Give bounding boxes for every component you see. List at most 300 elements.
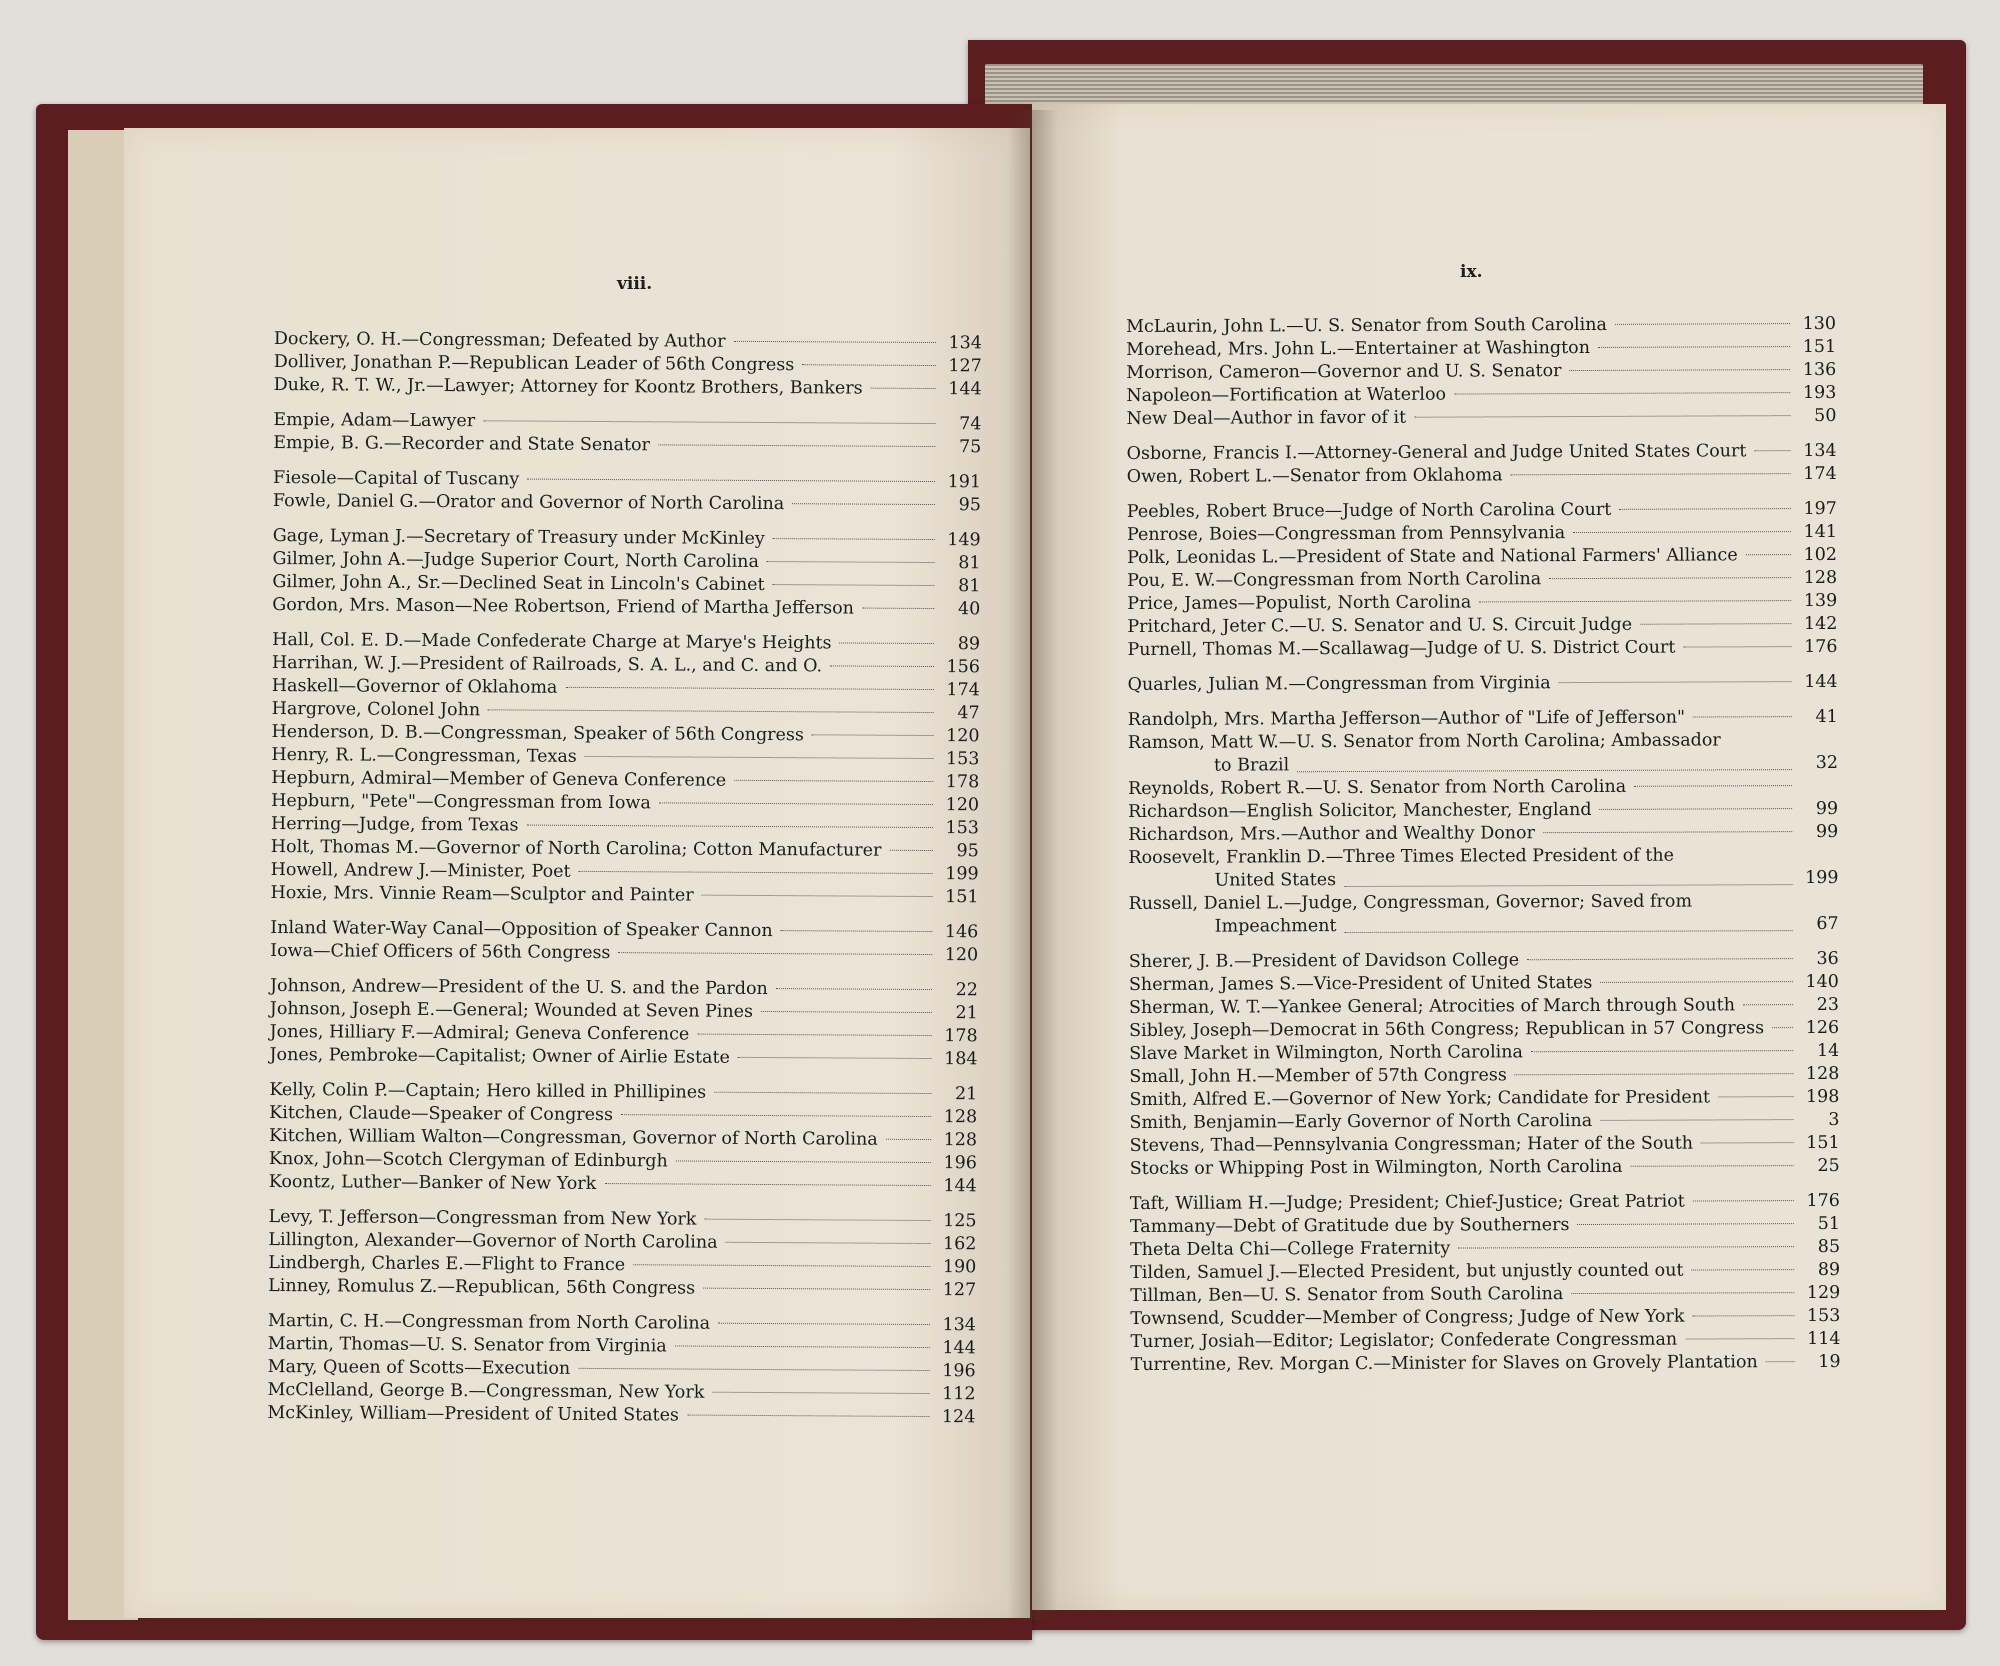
entry-text: Taft, William H.—Judge; President; Chief-Justice; Great Patriot [1129, 1191, 1685, 1214]
entry-page-number: 89 [957, 634, 981, 655]
leader-dots [1615, 323, 1790, 325]
entry-text: McKinley, William—President of United States [267, 1402, 680, 1426]
leader-dots [527, 825, 933, 828]
entry-text: Reynolds, Robert R.—U. S. Senator from North Carolina [1128, 776, 1627, 799]
index-entry [268, 1275, 976, 1302]
entry-page-number: 151 [945, 887, 979, 908]
right-index-list [1126, 313, 1841, 1377]
leader-dots [702, 895, 933, 897]
entry-text: Harrihan, W. J.—President of Railroads, S. A. L., and C. and O. [271, 652, 823, 677]
leader-dots [1571, 1292, 1794, 1294]
entry-page-number: 120 [946, 726, 980, 747]
leader-dots [1743, 1004, 1793, 1005]
leader-dots [703, 1288, 930, 1290]
entry-text: Jones, Hilliary F.—Admiral; Geneva Conference [269, 1021, 690, 1045]
index-entry [1127, 590, 1837, 616]
entry-text: Richardson—English Solicitor, Manchester, England [1128, 799, 1592, 822]
leader-dots [1766, 1361, 1795, 1362]
entry-page-number: 25 [1817, 1155, 1840, 1176]
entry-text: Randolph, Mrs. Martha Jefferson—Author of "Life of Jefferson" [1127, 707, 1686, 730]
entry-page-number: 136 [1802, 359, 1837, 381]
leader-dots [1569, 369, 1790, 371]
entry-page-number: 114 [1807, 1328, 1841, 1350]
entry-page-number: 36 [1816, 948, 1839, 969]
index-entry [1128, 821, 1838, 847]
entry-text: Holt, Thomas M.—Governor of North Carolina; Cotton Manufacturer [270, 836, 882, 861]
left-page-number: viii. [617, 274, 653, 294]
entry-text: Hall, Col. E. D.—Made Confederate Charge at Marye's Heights [272, 629, 832, 654]
entry-text: Martin, C. H.—Congressman from North Carolina [267, 1310, 711, 1334]
leader-dots [687, 1415, 929, 1417]
leader-dots [886, 1139, 931, 1140]
index-entry [1129, 994, 1839, 1020]
entry-page-number: 47 [957, 703, 980, 724]
entry-text: Fowle, Daniel G.—Orator and Governor of North Carolina [272, 490, 785, 515]
leader-dots [565, 687, 933, 690]
index-entry [1127, 463, 1837, 489]
index-entry [1130, 1259, 1840, 1285]
index-entry-continuation [1128, 752, 1838, 778]
leader-dots [792, 503, 935, 505]
entry-text: Henderson, D. B.—Congressman, Speaker of 56th Congress [271, 721, 804, 746]
entry-page-number: 19 [1818, 1351, 1841, 1372]
entry-text: Johnson, Andrew—President of the U. S. and the Pardon [269, 975, 768, 1000]
entry-text: Pritchard, Jeter C.—U. S. Senator and U. S. Circuit Judge [1127, 614, 1633, 637]
entry-text: Sherman, W. T.—Yankee General; Atrocities of March through South [1128, 995, 1736, 1018]
index-entry [1131, 1351, 1841, 1377]
entry-text: Linney, Romulus Z.—Republican, 56th Congress [268, 1275, 696, 1299]
index-entry [1130, 1305, 1840, 1331]
entry-text: Pou, E. W.—Congressman from North Carolina [1127, 569, 1542, 591]
leader-dots [1559, 681, 1792, 683]
entry-text: Jones, Pembroke—Capitalist; Owner of Airlie Estate [269, 1044, 730, 1068]
entry-page-number: 120 [944, 945, 979, 966]
entry-page-number: 75 [958, 437, 982, 458]
entry-page-number: 134 [942, 1315, 976, 1336]
index-entry [1127, 498, 1837, 524]
entry-page-number: 146 [944, 922, 979, 943]
entry-text: Knox, John—Scotch Clergyman of Edinburgh [268, 1148, 668, 1172]
leader-dots [585, 756, 934, 759]
leader-dots [1344, 908, 1792, 933]
leader-dots [1630, 1165, 1793, 1167]
index-entry [267, 1402, 975, 1429]
leader-dots [1693, 716, 1792, 717]
leader-dots [1479, 600, 1791, 602]
index-entry [1128, 775, 1838, 801]
entry-page-number: 21 [955, 1003, 978, 1024]
entry-page-number: 41 [1815, 706, 1838, 727]
entry-page-number: 74 [959, 414, 982, 435]
leader-dots [697, 1034, 931, 1036]
leader-dots [862, 608, 934, 609]
entry-page-number: 127 [942, 1280, 977, 1301]
leader-dots [840, 642, 935, 644]
entry-text: Theta Delta Chi—College Fraternity [1130, 1238, 1451, 1260]
entry-text: Slave Market in Wilmington, North Carolina [1129, 1042, 1523, 1064]
entry-page-number: 176 [1804, 636, 1838, 658]
entry-text: Hepburn, Admiral—Member of Geneva Conference [271, 767, 727, 791]
entry-text: Tillman, Ben—U. S. Senator from South Carolina [1130, 1284, 1564, 1306]
leader-dots [704, 1219, 930, 1221]
entry-page-number: 40 [957, 599, 981, 620]
index-entry [1126, 382, 1836, 408]
entry-text: Stevens, Thad—Pennsylvania Congressman; Hater of the South [1129, 1133, 1694, 1156]
entry-text: Hepburn, "Pete"—Congressman from Iowa [271, 790, 651, 814]
entry-text: Townsend, Scudder—Member of Congress; Judge of New York [1130, 1306, 1685, 1329]
entry-page-number: 199 [1805, 867, 1839, 889]
entry-text: Napoleon—Fortification at Waterloo [1126, 384, 1447, 406]
leader-dots [1746, 554, 1791, 555]
entry-text: Roosevelt, Franklin D.—Three Times Elected President of the [1128, 845, 1675, 868]
leader-dots [871, 388, 936, 389]
index-entry [1129, 1086, 1839, 1112]
entry-page-number: 95 [958, 495, 981, 516]
entry-page-number: 99 [1815, 798, 1839, 819]
leader-dots [712, 1392, 929, 1394]
index-entry [1126, 359, 1836, 385]
entry-page-number: 149 [947, 530, 981, 551]
entry-page-number: 124 [941, 1407, 976, 1428]
entry-page-number: 3 [1828, 1109, 1840, 1130]
index-entry [1130, 1236, 1840, 1262]
entry-page-number: 126 [1805, 1017, 1840, 1039]
left-index-list [267, 328, 982, 1429]
index-entry [1127, 544, 1837, 570]
entry-page-number: 198 [1805, 1086, 1840, 1108]
entry-text: Gilmer, John A.—Judge Superior Court, North Carolina [272, 548, 759, 572]
index-entry [1129, 1017, 1839, 1043]
leader-dots [1693, 1315, 1795, 1316]
entry-text: Smith, Benjamin—Early Governor of North Carolina [1129, 1110, 1593, 1133]
leader-dots [738, 1057, 932, 1059]
entry-text: McLaurin, John L.—U. S. Senator from South Carolina [1126, 314, 1607, 337]
entry-text: Dockery, O. H.—Congressman; Defeated by Author [273, 328, 726, 352]
page-block-edge [985, 64, 1923, 108]
entry-text: Henry, R. L.—Congressman, Texas [271, 744, 577, 767]
index-entry [1130, 1213, 1840, 1239]
entry-text: Iowa—Chief Officers of 56th Congress [270, 940, 611, 964]
entry-page-number: 89 [1817, 1259, 1841, 1280]
index-entry [1127, 521, 1837, 547]
entry-page-number: 14 [1816, 1040, 1840, 1061]
entry-page-number: 102 [1803, 544, 1838, 566]
entry-text: Koontz, Luther—Banker of New York [268, 1171, 597, 1194]
leader-dots [802, 364, 936, 366]
index-entry [272, 594, 980, 621]
entry-page-number: 127 [948, 356, 982, 377]
entry-page-number: 99 [1815, 821, 1839, 842]
entry-text: Russell, Daniel L.—Judge, Congressman, Governor; Saved from [1128, 891, 1693, 914]
entry-text: Herring—Judge, from Texas [270, 813, 519, 836]
entry-continuation-text: United States [1214, 870, 1337, 891]
index-entry [269, 1044, 977, 1071]
entry-continuation-text: Impeachment [1214, 916, 1337, 937]
leader-dots [618, 952, 932, 955]
leader-dots [776, 988, 932, 990]
index-entry [1127, 567, 1837, 593]
leader-dots [1577, 1223, 1794, 1225]
entry-page-number: 144 [942, 1338, 976, 1359]
entry-page-number: 140 [1805, 971, 1839, 993]
leader-dots [578, 1368, 929, 1371]
entry-text: Penrose, Boies—Congressman from Pennsylvania [1126, 523, 1566, 545]
leader-dots [1531, 1050, 1793, 1052]
entry-text: Haskell—Governor of Oklahoma [271, 675, 558, 698]
index-entry [1130, 1155, 1840, 1181]
entry-text: Empie, Adam—Lawyer [273, 409, 476, 432]
leader-dots [1549, 577, 1791, 579]
index-entry [1126, 336, 1836, 362]
leader-dots [604, 1183, 930, 1186]
entry-page-number: 125 [943, 1211, 977, 1232]
entry-text: Kelly, Colin P.—Captain; Hero killed in Phillipines [269, 1079, 707, 1103]
leader-dots [718, 1323, 930, 1325]
index-entry [1127, 440, 1837, 466]
index-entry-continuation [1128, 867, 1838, 893]
entry-page-number: 191 [947, 472, 982, 493]
entry-page-number: 21 [954, 1084, 978, 1105]
leader-dots [1598, 346, 1790, 348]
entry-text: Gage, Lyman J.—Secretary of Treasury under McKinley [272, 525, 765, 550]
leader-dots [1772, 1027, 1793, 1028]
leader-dots [658, 444, 935, 447]
entry-text: Quarles, Julian M.—Congressman from Virginia [1127, 673, 1551, 695]
entry-page-number: 134 [1803, 440, 1837, 462]
entry-text: Kitchen, William Walton—Congressman, Governor of North Carolina [269, 1125, 878, 1150]
entry-text: Lindbergh, Charles E.—Flight to France [268, 1252, 626, 1276]
entry-text: Turrentine, Rev. Morgan C.—Minister for Slaves on Grovely Plantation [1130, 1352, 1758, 1375]
leader-dots [1600, 808, 1793, 810]
entry-text: Kitchen, Claude—Speaker of Congress [269, 1102, 614, 1126]
entry-page-number: 199 [945, 864, 979, 885]
leader-dots [767, 561, 935, 563]
entry-page-number: 120 [945, 795, 980, 816]
leader-dots [1573, 531, 1791, 533]
entry-page-number: 184 [944, 1049, 978, 1070]
entry-page-number: 81 [958, 553, 981, 574]
leader-dots [1297, 747, 1792, 772]
entry-text: Inland Water-Way Canal—Opposition of Speaker Cannon [270, 917, 773, 942]
index-entry [1130, 1190, 1840, 1216]
entry-page-number: 141 [1803, 521, 1837, 543]
index-entry [1129, 1040, 1839, 1066]
leader-dots [1683, 646, 1791, 647]
book-gutter [1008, 110, 1058, 1620]
entry-text: Sherer, J. B.—President of Davidson College [1128, 950, 1520, 972]
entry-text: Smith, Alfred E.—Governor of New York; Candidate for President [1129, 1087, 1711, 1110]
leader-dots [579, 871, 933, 874]
entry-text: Dolliver, Jonathan P.—Republican Leader of 56th Congress [273, 351, 795, 376]
leader-dots [1693, 1200, 1794, 1201]
leader-dots [1600, 1119, 1793, 1121]
entry-page-number: 151 [1806, 1132, 1840, 1154]
index-entry [1129, 971, 1839, 997]
entry-page-number: 130 [1802, 313, 1837, 335]
leader-dots [1701, 1142, 1794, 1143]
entry-text: Purnell, Thomas M.—Scallawag—Judge of U. S. District Court [1127, 637, 1676, 660]
entry-page-number: 139 [1803, 590, 1838, 612]
leader-dots [1515, 1073, 1794, 1075]
entry-text: Sibley, Joseph—Democrat in 56th Congress; Republican in 57 Congress [1129, 1018, 1765, 1041]
leader-dots [1619, 508, 1791, 510]
index-entry [1128, 671, 1838, 697]
entry-page-number: 95 [956, 841, 979, 862]
entry-text: New Deal—Author in favor of it [1126, 407, 1407, 429]
leader-dots [889, 850, 932, 851]
entry-page-number: 151 [1802, 336, 1837, 358]
entry-text: Small, John H.—Member of 57th Congress [1129, 1065, 1507, 1087]
leader-dots [1543, 831, 1792, 833]
entry-text: Mary, Queen of Scotts—Execution [267, 1356, 571, 1379]
leader-dots [676, 1160, 931, 1163]
entry-page-number: 128 [1805, 1063, 1840, 1085]
entry-text: Ramson, Matt W.—U. S. Senator from North Carolina; Ambassador [1127, 730, 1721, 753]
leader-dots [714, 1092, 931, 1094]
entry-page-number: 85 [1817, 1236, 1841, 1257]
entry-page-number: 144 [1804, 671, 1838, 693]
leader-dots [812, 734, 934, 736]
entry-text: Empie, B. G.—Recorder and State Senator [273, 432, 650, 456]
entry-page-number: 153 [945, 818, 980, 839]
entry-page-number: 144 [948, 379, 982, 400]
entry-page-number: 193 [1802, 382, 1837, 404]
entry-text: Fiesole—Capital of Tuscany [273, 467, 520, 490]
entry-page-number: 197 [1803, 498, 1837, 520]
leader-dots [830, 665, 934, 667]
leader-dots [734, 780, 933, 782]
index-entry [1130, 1282, 1840, 1308]
right-page-number: ix. [1460, 262, 1483, 282]
entry-page-number: 129 [1806, 1282, 1841, 1304]
entry-page-number: 134 [948, 333, 982, 354]
leader-dots [675, 1345, 930, 1348]
entry-text: Hoxie, Mrs. Vinnie Ream—Sculptor and Painter [270, 882, 694, 906]
entry-page-number: 128 [943, 1130, 978, 1151]
entry-text: Price, James—Populist, North Carolina [1127, 592, 1472, 614]
entry-page-number: 190 [942, 1257, 977, 1278]
entry-text: Tilden, Samuel J.—Elected President, but unjustly counted out [1130, 1260, 1684, 1283]
entry-text: McClelland, George B.—Congressman, New York [267, 1379, 705, 1403]
leader-dots [1414, 415, 1790, 418]
entry-page-number: 153 [945, 749, 980, 770]
entry-page-number: 142 [1803, 613, 1838, 635]
entry-page-number: 23 [1816, 994, 1840, 1015]
leader-dots [659, 802, 933, 805]
leader-dots [1718, 1096, 1793, 1097]
leader-dots [1527, 958, 1793, 960]
leader-dots [726, 1242, 931, 1244]
entry-page-number: 178 [945, 772, 980, 793]
leader-dots [1634, 785, 1792, 787]
index-entry [1128, 706, 1838, 732]
index-entry [270, 940, 978, 967]
entry-text: Johnson, Joseph E.—General; Wounded at Seven Pines [269, 998, 754, 1022]
entry-text: Polk, Leonidas L.—President of State and National Farmers' Alliance [1127, 545, 1738, 568]
entry-text: Martin, Thomas—U. S. Senator from Virginia [267, 1333, 667, 1357]
index-entry [269, 1171, 977, 1198]
index-entry [273, 490, 981, 517]
index-entry [1130, 1132, 1840, 1158]
leader-dots [734, 341, 936, 343]
index-entry [1130, 1328, 1840, 1354]
leader-dots [483, 420, 935, 424]
entry-text: Duke, R. T. W., Jr.—Lawyer; Attorney for Koontz Brothers, Bankers [273, 374, 863, 399]
entry-text: Gilmer, John A., Sr.—Declined Seat in Lincoln's Cabinet [272, 571, 765, 596]
entry-page-number: 162 [942, 1234, 977, 1255]
leader-dots [1458, 1246, 1794, 1248]
index-entry [1129, 948, 1839, 974]
entry-page-number: 178 [944, 1026, 978, 1047]
entry-page-number: 153 [1806, 1305, 1841, 1327]
entry-text: Morehead, Mrs. John L.—Entertainer at Washington [1126, 337, 1591, 360]
entry-page-number: 196 [942, 1361, 976, 1382]
entry-continuation-text: to Brazil [1213, 755, 1290, 776]
leader-dots [773, 538, 935, 540]
entry-page-number: 174 [946, 680, 980, 701]
leader-dots [761, 1011, 932, 1013]
index-entry [274, 374, 982, 401]
entry-text: Peebles, Robert Bruce—Judge of North Carolina Court [1126, 499, 1612, 522]
entry-page-number: 67 [1816, 913, 1839, 934]
entry-text: Stocks or Whipping Post in Wilmington, North Carolina [1129, 1156, 1623, 1179]
entry-page-number: 112 [942, 1384, 976, 1405]
leader-dots [773, 584, 935, 586]
index-entry [270, 882, 978, 909]
entry-text: Lillington, Alexander—Governor of North Carolina [268, 1229, 718, 1253]
leader-dots [527, 479, 935, 482]
entry-page-number: 81 [958, 576, 981, 597]
entry-text: Hargrove, Colonel John [271, 698, 481, 721]
entry-text: Levy, T. Jefferson—Congressman from New York [268, 1206, 697, 1230]
entry-text: Richardson, Mrs.—Author and Wealthy Donor [1128, 823, 1535, 845]
entry-page-number: 196 [943, 1153, 977, 1174]
index-entry-continuation [1129, 913, 1839, 939]
index-entry [1129, 1063, 1839, 1089]
leader-dots [781, 930, 933, 932]
entry-page-number: 22 [955, 980, 979, 1001]
entry-page-number: 51 [1817, 1213, 1841, 1234]
index-entry [1127, 613, 1837, 639]
index-entry [273, 432, 981, 459]
entry-text: Tammany—Debt of Gratitude due by Southerners [1129, 1215, 1570, 1237]
index-entry [1129, 1109, 1839, 1135]
entry-text: Turner, Josiah—Editor; Legislator; Confederate Congressman [1130, 1329, 1678, 1352]
index-entry [1126, 405, 1836, 431]
index-entry [1127, 636, 1837, 662]
index-entry [1126, 313, 1836, 339]
entry-page-number: 128 [943, 1107, 978, 1128]
leader-dots [621, 1114, 931, 1117]
entry-page-number: 128 [1803, 567, 1838, 589]
entry-page-number: 50 [1814, 405, 1837, 426]
leader-dots [1691, 1269, 1794, 1270]
entry-text: Howell, Andrew J.—Minister, Poet [270, 859, 571, 882]
leader-dots [1511, 473, 1791, 475]
leader-dots [1754, 450, 1790, 451]
entry-text: Osborne, Francis I.—Attorney-General and Judge United States Court [1126, 441, 1747, 464]
index-entry [1128, 798, 1838, 824]
entry-text: Sherman, James S.—Vice-President of United States [1128, 972, 1593, 995]
leader-dots [488, 709, 934, 713]
entry-text: Morrison, Cameron—Governor and U. S. Senator [1126, 361, 1562, 383]
leader-dots [1454, 392, 1790, 394]
entry-page-number: 176 [1806, 1190, 1840, 1212]
leader-dots [1344, 862, 1792, 887]
entry-text: Gordon, Mrs. Mason—Nee Robertson, Friend of Martha Jefferson [272, 594, 854, 619]
entry-text: Owen, Robert L.—Senator from Oklahoma [1126, 465, 1503, 487]
leader-dots [633, 1264, 930, 1267]
